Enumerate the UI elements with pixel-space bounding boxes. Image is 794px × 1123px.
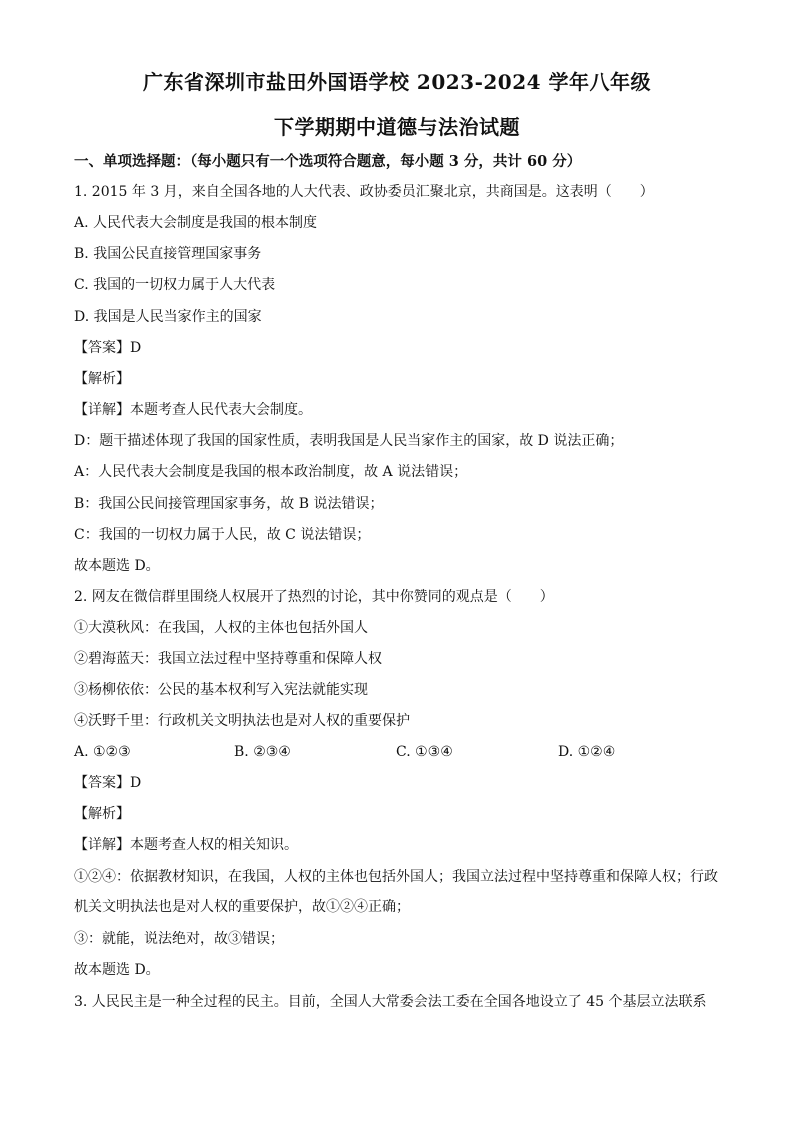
q2-option-c: C. ①③④	[396, 744, 453, 760]
q1-option-c: C. 我国的一切权力属于人大代表	[74, 277, 276, 293]
document-title-line-2: 下学期期中道德与法治试题	[274, 115, 520, 139]
section-heading: 一、单项选择题：（每小题只有一个选项符合题意，每小题 3 分，共计 60 分）	[74, 153, 582, 170]
q1-detail-4: B：我国公民间接管理国家事务，故 B 说法错误；	[74, 496, 384, 512]
q1-detail-5: C：我国的一切权力属于人民，故 C 说法错误；	[74, 527, 371, 543]
q2-detail-1: 【详解】本题考查人权的相关知识。	[74, 837, 298, 853]
q2-option-d: D. ①②④	[558, 744, 616, 760]
q2-option-b: B. ②③④	[234, 744, 291, 760]
q1-detail-3: A：人民代表大会制度是我国的根本政治制度，故 A 说法错误；	[74, 464, 468, 480]
q2-statement-2: ②碧海蓝天：我国立法过程中坚持尊重和保障人权	[74, 651, 382, 667]
q2-answer: 【答案】D	[74, 775, 142, 791]
q2-stem: 2. 网友在微信群里围绕人权展开了热烈的讨论，其中你赞同的观点是（ ）	[74, 589, 554, 605]
q1-option-a: A. 人民代表大会制度是我国的根本制度	[74, 215, 318, 231]
q2-analysis-label: 【解析】	[74, 806, 130, 822]
q2-detail-4: 故本题选 D。	[74, 962, 160, 978]
q2-statement-1: ①大漠秋风：在我国，人权的主体也包括外国人	[74, 620, 368, 636]
q1-option-b: B. 我国公民直接管理国家事务	[74, 246, 262, 262]
q2-option-a: A. ①②③	[74, 744, 131, 760]
q1-option-d: D. 我国是人民当家作主的国家	[74, 309, 262, 325]
document-title-line-1: 广东省深圳市盐田外国语学校 2023-2024 学年八年级	[142, 70, 652, 94]
q2-statement-3: ③杨柳依依：公民的基本权利写入宪法就能实现	[74, 682, 368, 698]
q1-detail-6: 故本题选 D。	[74, 558, 160, 574]
q1-answer: 【答案】D	[74, 340, 142, 356]
q1-detail-1: 【详解】本题考查人民代表大会制度。	[74, 402, 312, 418]
q3-stem: 3. 人民民主是一种全过程的民主。目前，全国人大常委会法工委在全国各地设立了 45 个基层立法联系	[74, 994, 707, 1010]
q2-detail-3: ③：就能，说法绝对，故③错误；	[74, 931, 284, 947]
q2-detail-2: ①②④：依据教材知识，在我国，人权的主体也包括外国人；我国立法过程中坚持尊重和保障人权；行政机关文明执法也是对人权的重要保护，故①②④正确；	[74, 869, 718, 915]
q1-detail-2: D：题干描述体现了我国的国家性质，表明我国是人民当家作主的国家，故 D 说法正确；	[74, 433, 624, 449]
q2-statement-4: ④沃野千里：行政机关文明执法也是对人权的重要保护	[74, 713, 410, 729]
q1-stem: 1. 2015 年 3 月，来自全国各地的人大代表、政协委员汇聚北京，共商国是。这表明（ ）	[74, 184, 654, 200]
q1-analysis-label: 【解析】	[74, 371, 130, 387]
